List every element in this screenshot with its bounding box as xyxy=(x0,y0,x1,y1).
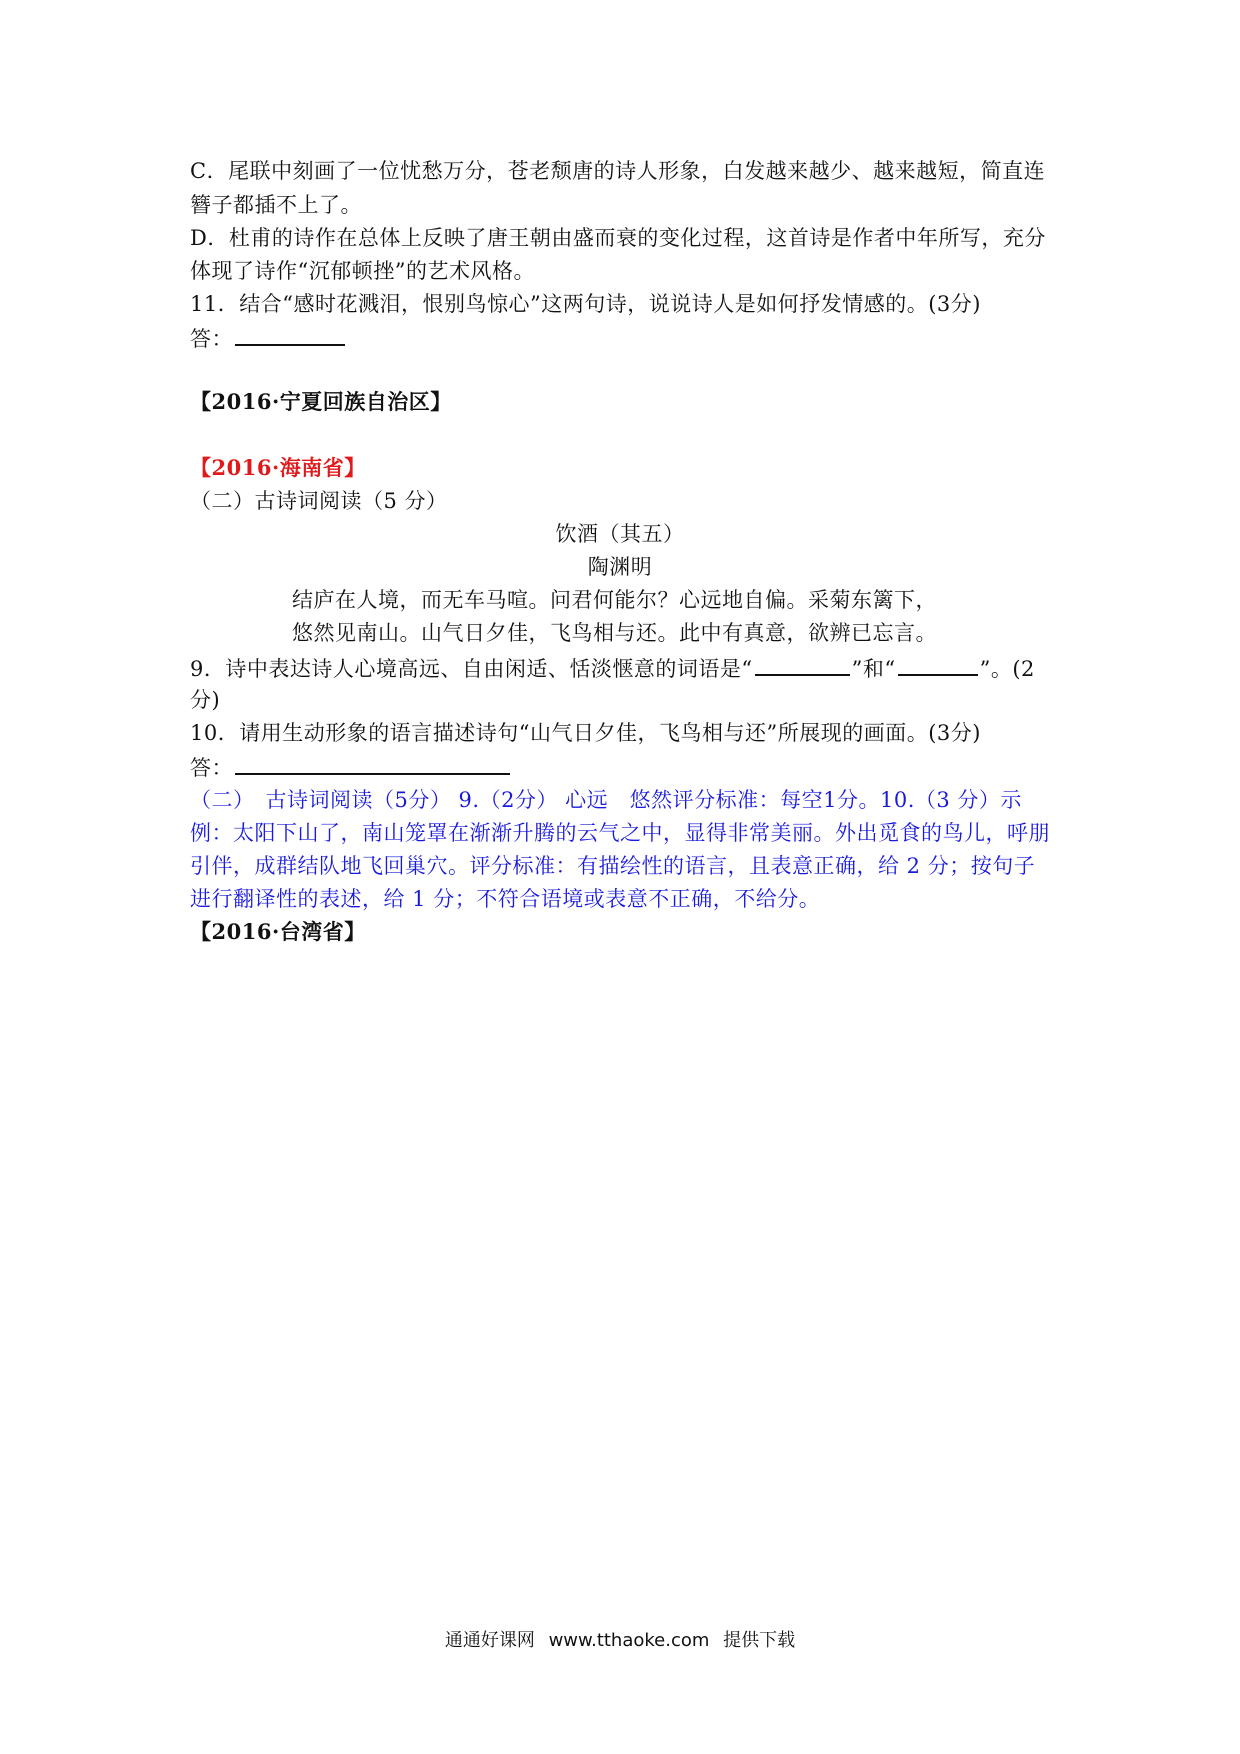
answer-line-11 xyxy=(190,324,347,352)
option-c-line-1: C．尾联中刻画了一位忧愁万分，苍老颓唐的诗人形象，白发越来越少、越来越短，简直连 xyxy=(190,159,1046,183)
poem-author: 陶渊明 xyxy=(587,555,653,579)
poem-line-2: 悠然见南山。山气日夕佳，飞鸟相与还。此中有真意，欲辨已忘言。 xyxy=(292,621,937,645)
question-10: 10．请用生动形象的语言描述诗句“山气日夕佳，飞鸟相与还”所展现的画面。(3分) xyxy=(190,721,981,745)
answer-key-line-2: 例：太阳下山了，南山笼罩在渐渐升腾的云气之中，显得非常美丽。外出觅食的鸟儿，呼朋 xyxy=(190,821,1050,845)
page-footer xyxy=(0,1626,1240,1652)
heading-ningxia: 【2016·宁夏回族自治区】 xyxy=(190,389,452,414)
answer-key-line-3: 引伴，成群结队地飞回巢穴。评分标准：有描绘性的语言，且表意正确，给 2 分；按句子 xyxy=(190,854,1036,878)
answer-key-line-1: （二） 古诗词阅读（5分） 9.（2分） 心远 悠然评分标准：每空1分。10.（3 分）示 xyxy=(190,788,1022,812)
q9-text-3: ”。(2 xyxy=(979,657,1035,681)
answer-line-10 xyxy=(190,753,512,781)
q9-blank-2 xyxy=(898,654,978,676)
q9-text-2: ”和“ xyxy=(851,657,896,681)
answer-blank-2 xyxy=(235,753,510,775)
answer-label: 答： xyxy=(190,327,233,351)
footer-action: 提供下载 xyxy=(723,1630,796,1651)
q9-blank-1 xyxy=(755,654,850,676)
footer-url[interactable]: www.tthaoke.com xyxy=(548,1630,710,1651)
section-title: （二）古诗词阅读（5 分） xyxy=(190,489,448,513)
poem-title: 饮酒（其五） xyxy=(555,522,685,546)
question-11: 11．结合“感时花溅泪，恨别鸟惊心”这两句诗，说说诗人是如何抒发情感的。(3分) xyxy=(190,292,981,316)
poem-line-1: 结庐在人境，而无车马喧。问君何能尔？心远地自偏。采菊东篱下， xyxy=(292,588,937,612)
answer-blank xyxy=(235,324,345,346)
option-d-line-1: D．杜甫的诗作在总体上反映了唐王朝由盛而衰的变化过程，这首诗是作者中年所写，充分 xyxy=(190,226,1046,250)
heading-hainan: 【2016·海南省】 xyxy=(190,455,366,480)
footer-site-name: 通通好课网 xyxy=(444,1630,535,1651)
question-9-cont: 分) xyxy=(190,688,221,712)
question-9 xyxy=(190,654,1035,682)
answer-label-2: 答： xyxy=(190,756,233,780)
q9-text-1: 9．诗中表达诗人心境高远、自由闲适、恬淡惬意的词语是“ xyxy=(190,657,753,681)
heading-taiwan: 【2016·台湾省】 xyxy=(190,919,366,944)
option-d-line-2: 体现了诗作“沉郁顿挫”的艺术风格。 xyxy=(190,259,535,283)
answer-key-line-4: 进行翻译性的表述，给 1 分；不符合语境或表意不正确，不给分。 xyxy=(190,887,821,911)
option-c-line-2: 簪子都插不上了。 xyxy=(190,193,362,217)
